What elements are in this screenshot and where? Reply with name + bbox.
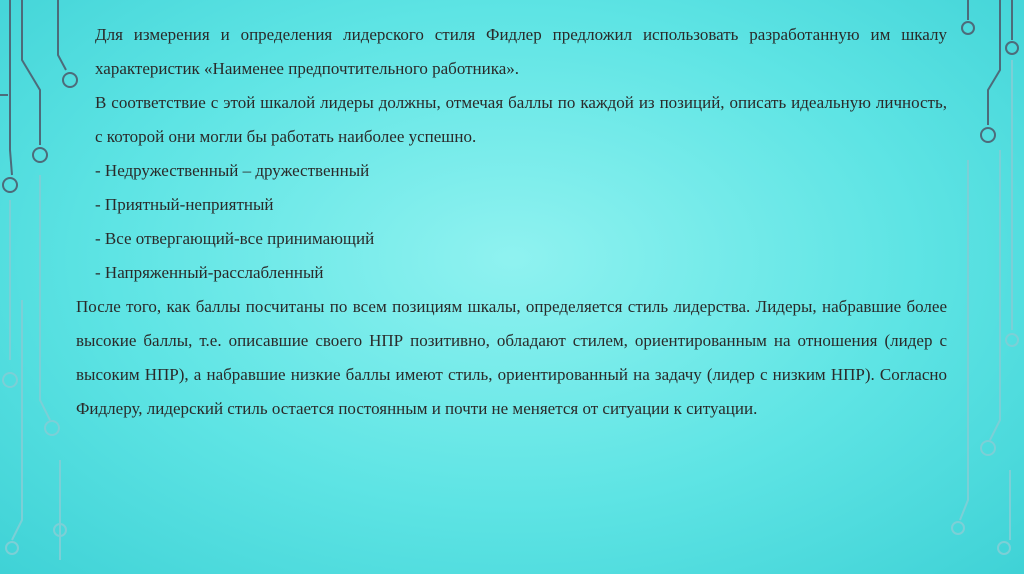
paragraph-intro: Для измерения и определения лидерского стиля Фидлер предложил использовать разработанную им шкалу характеристик «Наименее предпочтительного работника». <box>95 25 947 78</box>
list-item: - Напряженный-расслабленный <box>95 263 324 282</box>
list-item: - Недружественный – дружественный <box>95 161 370 180</box>
list-item: - Все отвергающий-все принимающий <box>95 229 375 248</box>
paragraph-method: В соответствие с этой шкалой лидеры должны, отмечая баллы по каждой из позиций, описать идеальную личность, с которой они могли бы работать наиболее успешно. <box>95 93 947 146</box>
slide-body <box>76 18 947 426</box>
paragraph-conclusion: После того, как баллы посчитаны по всем позициям шкалы, определяется стиль лидерства. Лидеры, набравшие более высокие баллы, т.е. описавшие своего НПР позитивно, обладают стилем, ориентированным на отношения (лидер с высоким НПР), а набравшие низкие баллы имеют стиль, ориентированный на задачу (лидер с низким НПР). Согласно Фидлеру, лидерский стиль остается постоянным и почти не меняется от ситуации к ситуации. <box>76 297 947 418</box>
list-item: - Приятный-неприятный <box>95 195 274 214</box>
